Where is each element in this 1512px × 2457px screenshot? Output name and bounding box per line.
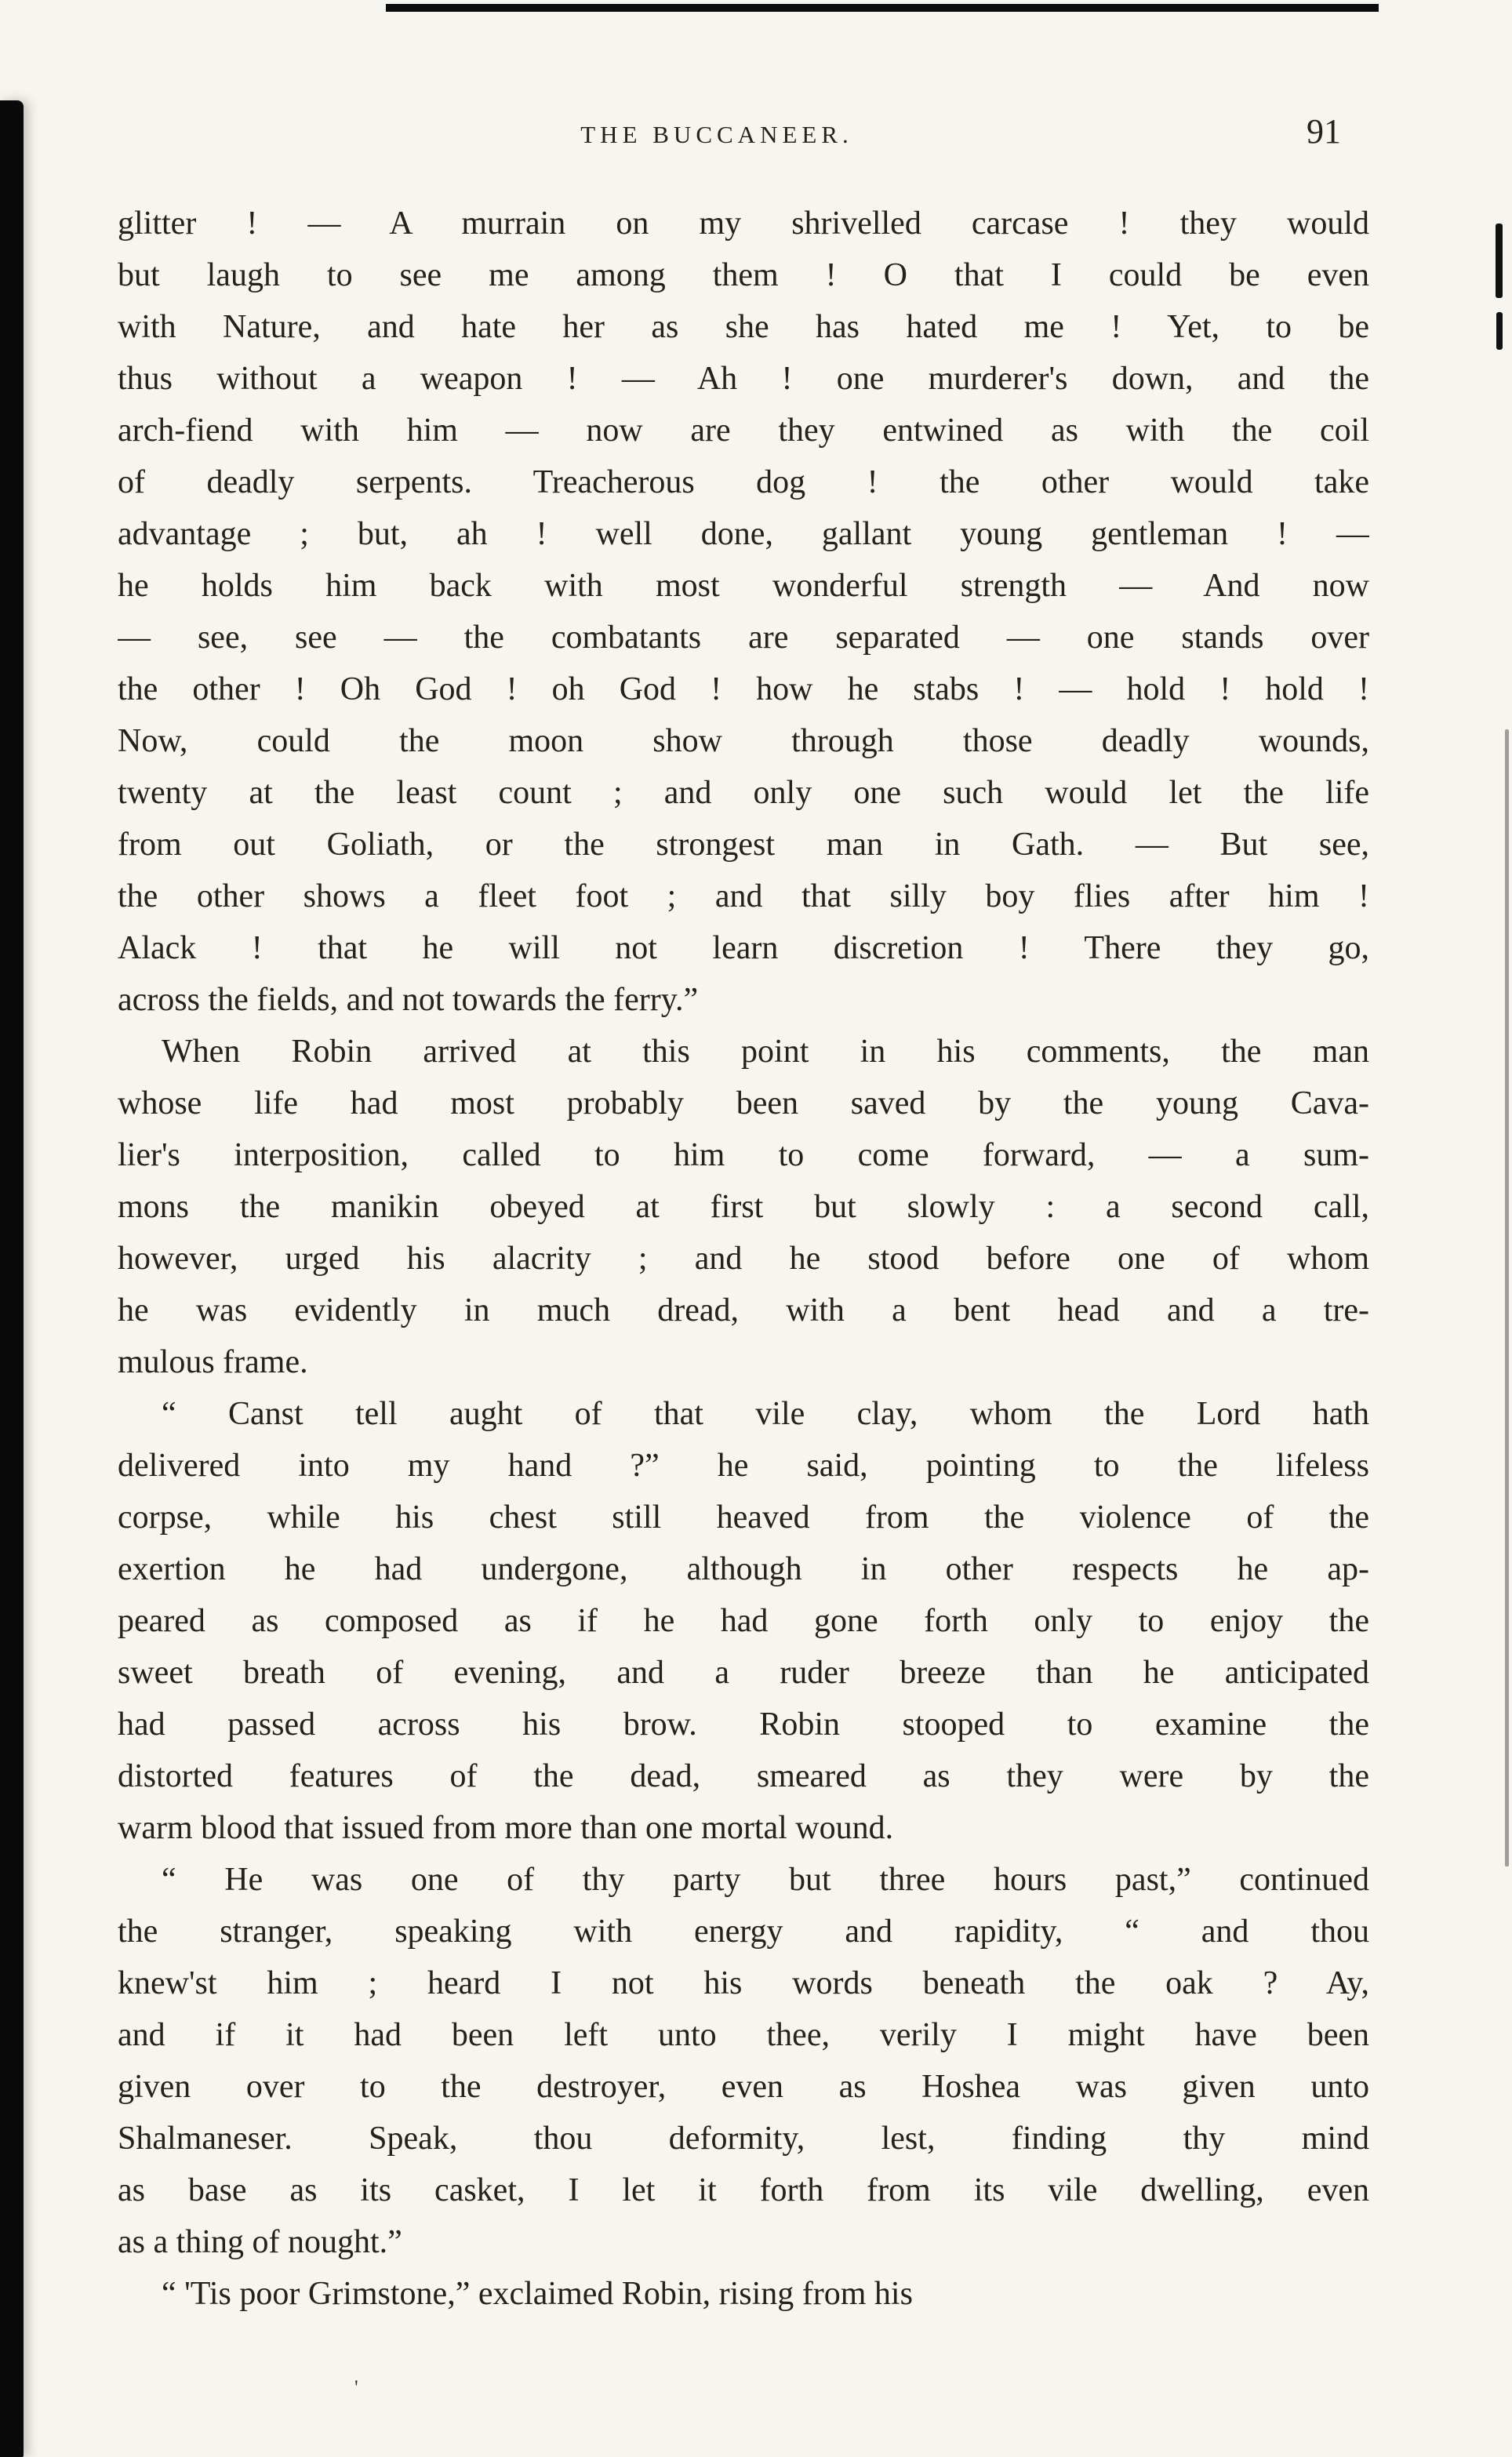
- text-line: Alack ! that he will not learn discretion ! There they go,: [118, 930, 1369, 966]
- text-line: the other ! Oh God ! oh God ! how he stabs ! — hold ! hold !: [118, 671, 1369, 707]
- page-body: [118, 198, 1369, 2320]
- text-line: exertion he had undergone, although in other respects he ap-: [118, 1551, 1369, 1587]
- text-line: he was evidently in much dread, with a bent head and a tre-: [118, 1292, 1369, 1328]
- text-line: thus without a weapon ! — Ah ! one murderer's down, and the: [118, 361, 1369, 397]
- scan-edge-mark: [1496, 224, 1503, 298]
- running-head: THE BUCCANEER.: [580, 121, 853, 148]
- text-line: Now, could the moon show through those deadly wounds,: [118, 723, 1369, 759]
- text-line: distorted features of the dead, smeared as they were by the: [118, 1758, 1369, 1794]
- page-number: 91: [1307, 112, 1341, 151]
- text-line: knew'st him ; heard I not his words beneath the oak ? Ay,: [118, 1965, 1369, 2001]
- text-line: corpse, while his chest still heaved from the violence of the: [118, 1499, 1369, 1536]
- text-line: from out Goliath, or the strongest man in Gath. — But see,: [118, 827, 1369, 863]
- text-line: had passed across his brow. Robin stooped to examine the: [118, 1706, 1369, 1743]
- text-line: given over to the destroyer, even as Hoshea was given unto: [118, 2069, 1369, 2105]
- text-line: the other shows a fleet foot ; and that silly boy flies after him !: [118, 878, 1369, 914]
- text-line: glitter ! — A murrain on my shrivelled carcase ! they would: [118, 205, 1369, 242]
- text-line: and if it had been left unto thee, verily I might have been: [118, 2017, 1369, 2053]
- text-line: however, urged his alacrity ; and he stood before one of whom: [118, 1241, 1369, 1277]
- text-line: sweet breath of evening, and a ruder breeze than he anticipated: [118, 1655, 1369, 1691]
- text-line: of deadly serpents. Treacherous dog ! the other would take: [118, 464, 1369, 500]
- text-line: lier's interposition, called to him to come forward, — a sum-: [118, 1137, 1369, 1173]
- text-line: as base as its casket, I let it forth from its vile dwelling, even: [118, 2172, 1369, 2208]
- page-header: [118, 112, 1369, 163]
- paragraph: [118, 1388, 1369, 1854]
- text-line: When Robin arrived at this point in his comments, the man: [162, 1034, 1369, 1070]
- text-line: he holds him back with most wonderful strength — And now: [118, 568, 1369, 604]
- text-line: whose life had most probably been saved by the young Cava-: [118, 1085, 1369, 1121]
- text-line: Shalmaneser. Speak, thou deformity, lest, finding thy mind: [118, 2121, 1369, 2157]
- text-line: mulous frame.: [118, 1344, 308, 1380]
- text-line: “ 'Tis poor Grimstone,” exclaimed Robin, rising from his: [162, 2276, 913, 2312]
- text-line: twenty at the least count ; and only one such would let the life: [118, 775, 1369, 811]
- paragraph: [118, 1854, 1369, 2268]
- text-line: “ He was one of thy party but three hours past,” continued: [162, 1862, 1369, 1898]
- text-line: with Nature, and hate her as she has hated me ! Yet, to be: [118, 309, 1369, 345]
- text-line: “ Canst tell aught of that vile clay, whom the Lord hath: [162, 1396, 1369, 1432]
- scan-speck: ': [354, 2376, 358, 2399]
- paragraph: [118, 2268, 1369, 2320]
- text-line: arch-fiend with him — now are they entwined as with the coil: [118, 413, 1369, 449]
- text-line: across the fields, and not towards the ferry.”: [118, 982, 699, 1018]
- scan-edge-mark: [1505, 729, 1509, 1866]
- text-line: the stranger, speaking with energy and rapidity, “ and thou: [118, 1914, 1369, 1950]
- text-line: — see, see — the combatants are separated — one stands over: [118, 620, 1369, 656]
- scan-top-rule: [386, 4, 1379, 12]
- text-line: advantage ; but, ah ! well done, gallant young gentleman ! —: [118, 516, 1369, 552]
- text-line: delivered into my hand ?” he said, pointing to the lifeless: [118, 1448, 1369, 1484]
- scan-gutter-bar: [0, 100, 24, 2457]
- paragraph: [118, 198, 1369, 1026]
- paragraph: [118, 1026, 1369, 1388]
- text-line: warm blood that issued from more than one mortal wound.: [118, 1810, 894, 1846]
- scan-edge-mark: [1496, 312, 1503, 350]
- text-line: but laugh to see me among them ! O that I could be even: [118, 257, 1369, 293]
- text-line: mons the manikin obeyed at first but slowly : a second call,: [118, 1189, 1369, 1225]
- text-line: peared as composed as if he had gone forth only to enjoy the: [118, 1603, 1369, 1639]
- text-line: as a thing of nought.”: [118, 2224, 402, 2260]
